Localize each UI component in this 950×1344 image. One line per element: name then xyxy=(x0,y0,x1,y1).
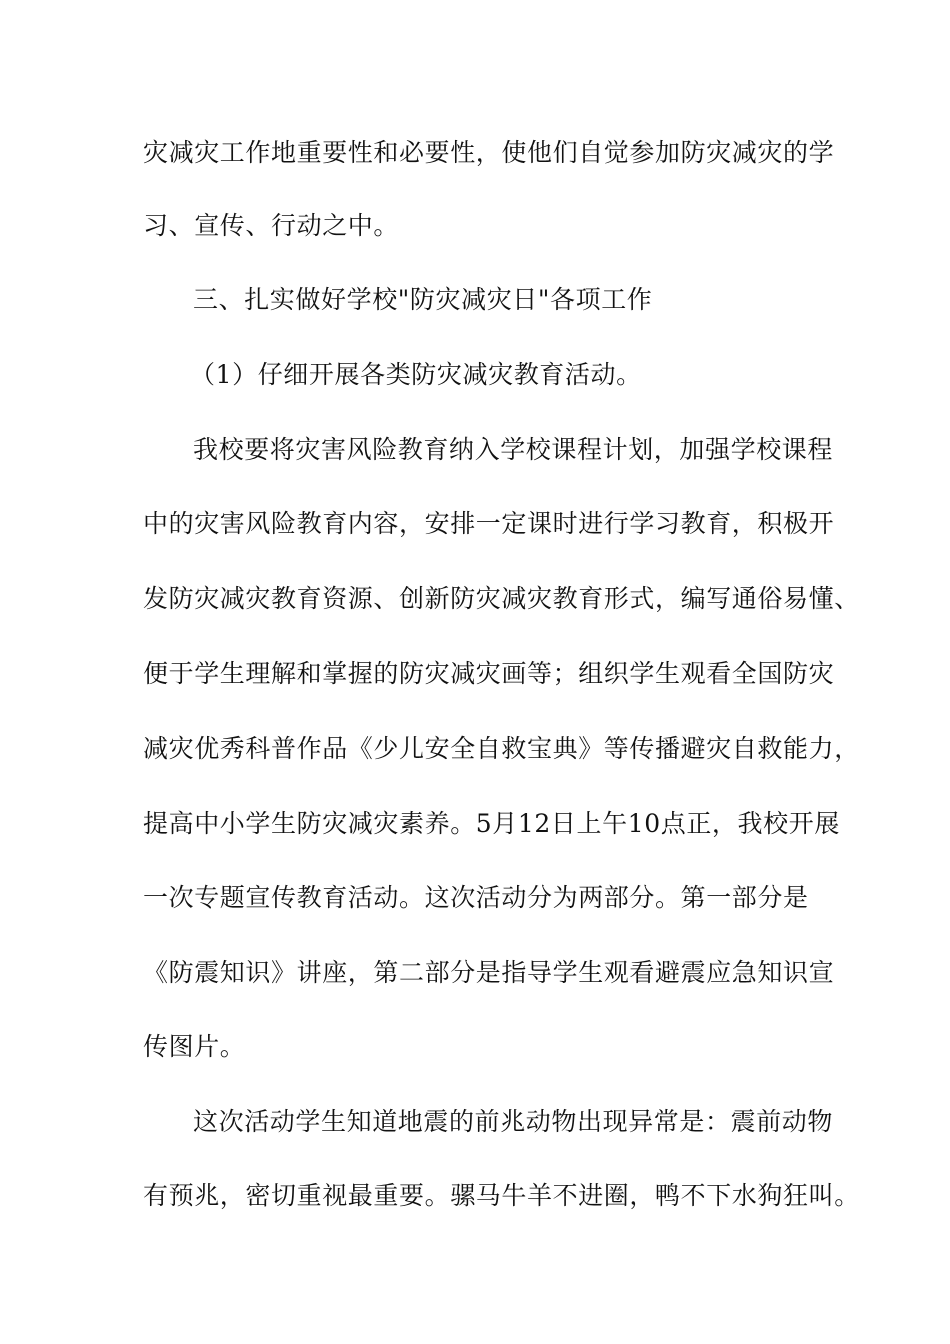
text-line: 《防震知识》讲座，第二部分是指导学生观看避震应急知识宣 xyxy=(143,958,835,987)
text-line: 提高中小学生防灾减灾素养。5月12日上午10点正，我校开展 xyxy=(143,809,840,838)
text-line: 我校要将灾害风险教育纳入学校课程计划，加强学校课程 xyxy=(193,435,834,464)
text-line: 这次活动学生知道地震的前兆动物出现异常是：震前动物 xyxy=(193,1107,834,1136)
text-line: 传图片。 xyxy=(143,1032,246,1061)
text-line: 灾减灾工作地重要性和必要性，使他们自觉参加防灾减灾的学 xyxy=(143,138,835,167)
subsection-heading: （1）仔细开展各类防灾减灾教育活动。 xyxy=(190,360,642,389)
section-heading: 三、扎实做好学校"防灾减灾日"各项工作 xyxy=(193,285,653,314)
text-line: 有预兆，密切重视最重要。骡马牛羊不进圈，鸭不下水狗狂叫。 xyxy=(143,1181,860,1210)
text-line: 一次专题宣传教育活动。这次活动分为两部分。第一部分是 xyxy=(143,883,809,912)
text-line: 习、宣传、行动之中。 xyxy=(143,211,400,240)
text-line: 发防灾减灾教育资源、创新防灾减灾教育形式，编写通俗易懂、 xyxy=(143,584,860,613)
text-line: 中的灾害风险教育内容，安排一定课时进行学习教育，积极开 xyxy=(143,509,835,538)
text-line: 减灾优秀科普作品《少儿安全自救宝典》等传播避灾自救能力， xyxy=(143,734,860,763)
text-line: 便于学生理解和掌握的防灾减灾画等；组织学生观看全国防灾 xyxy=(143,659,835,688)
